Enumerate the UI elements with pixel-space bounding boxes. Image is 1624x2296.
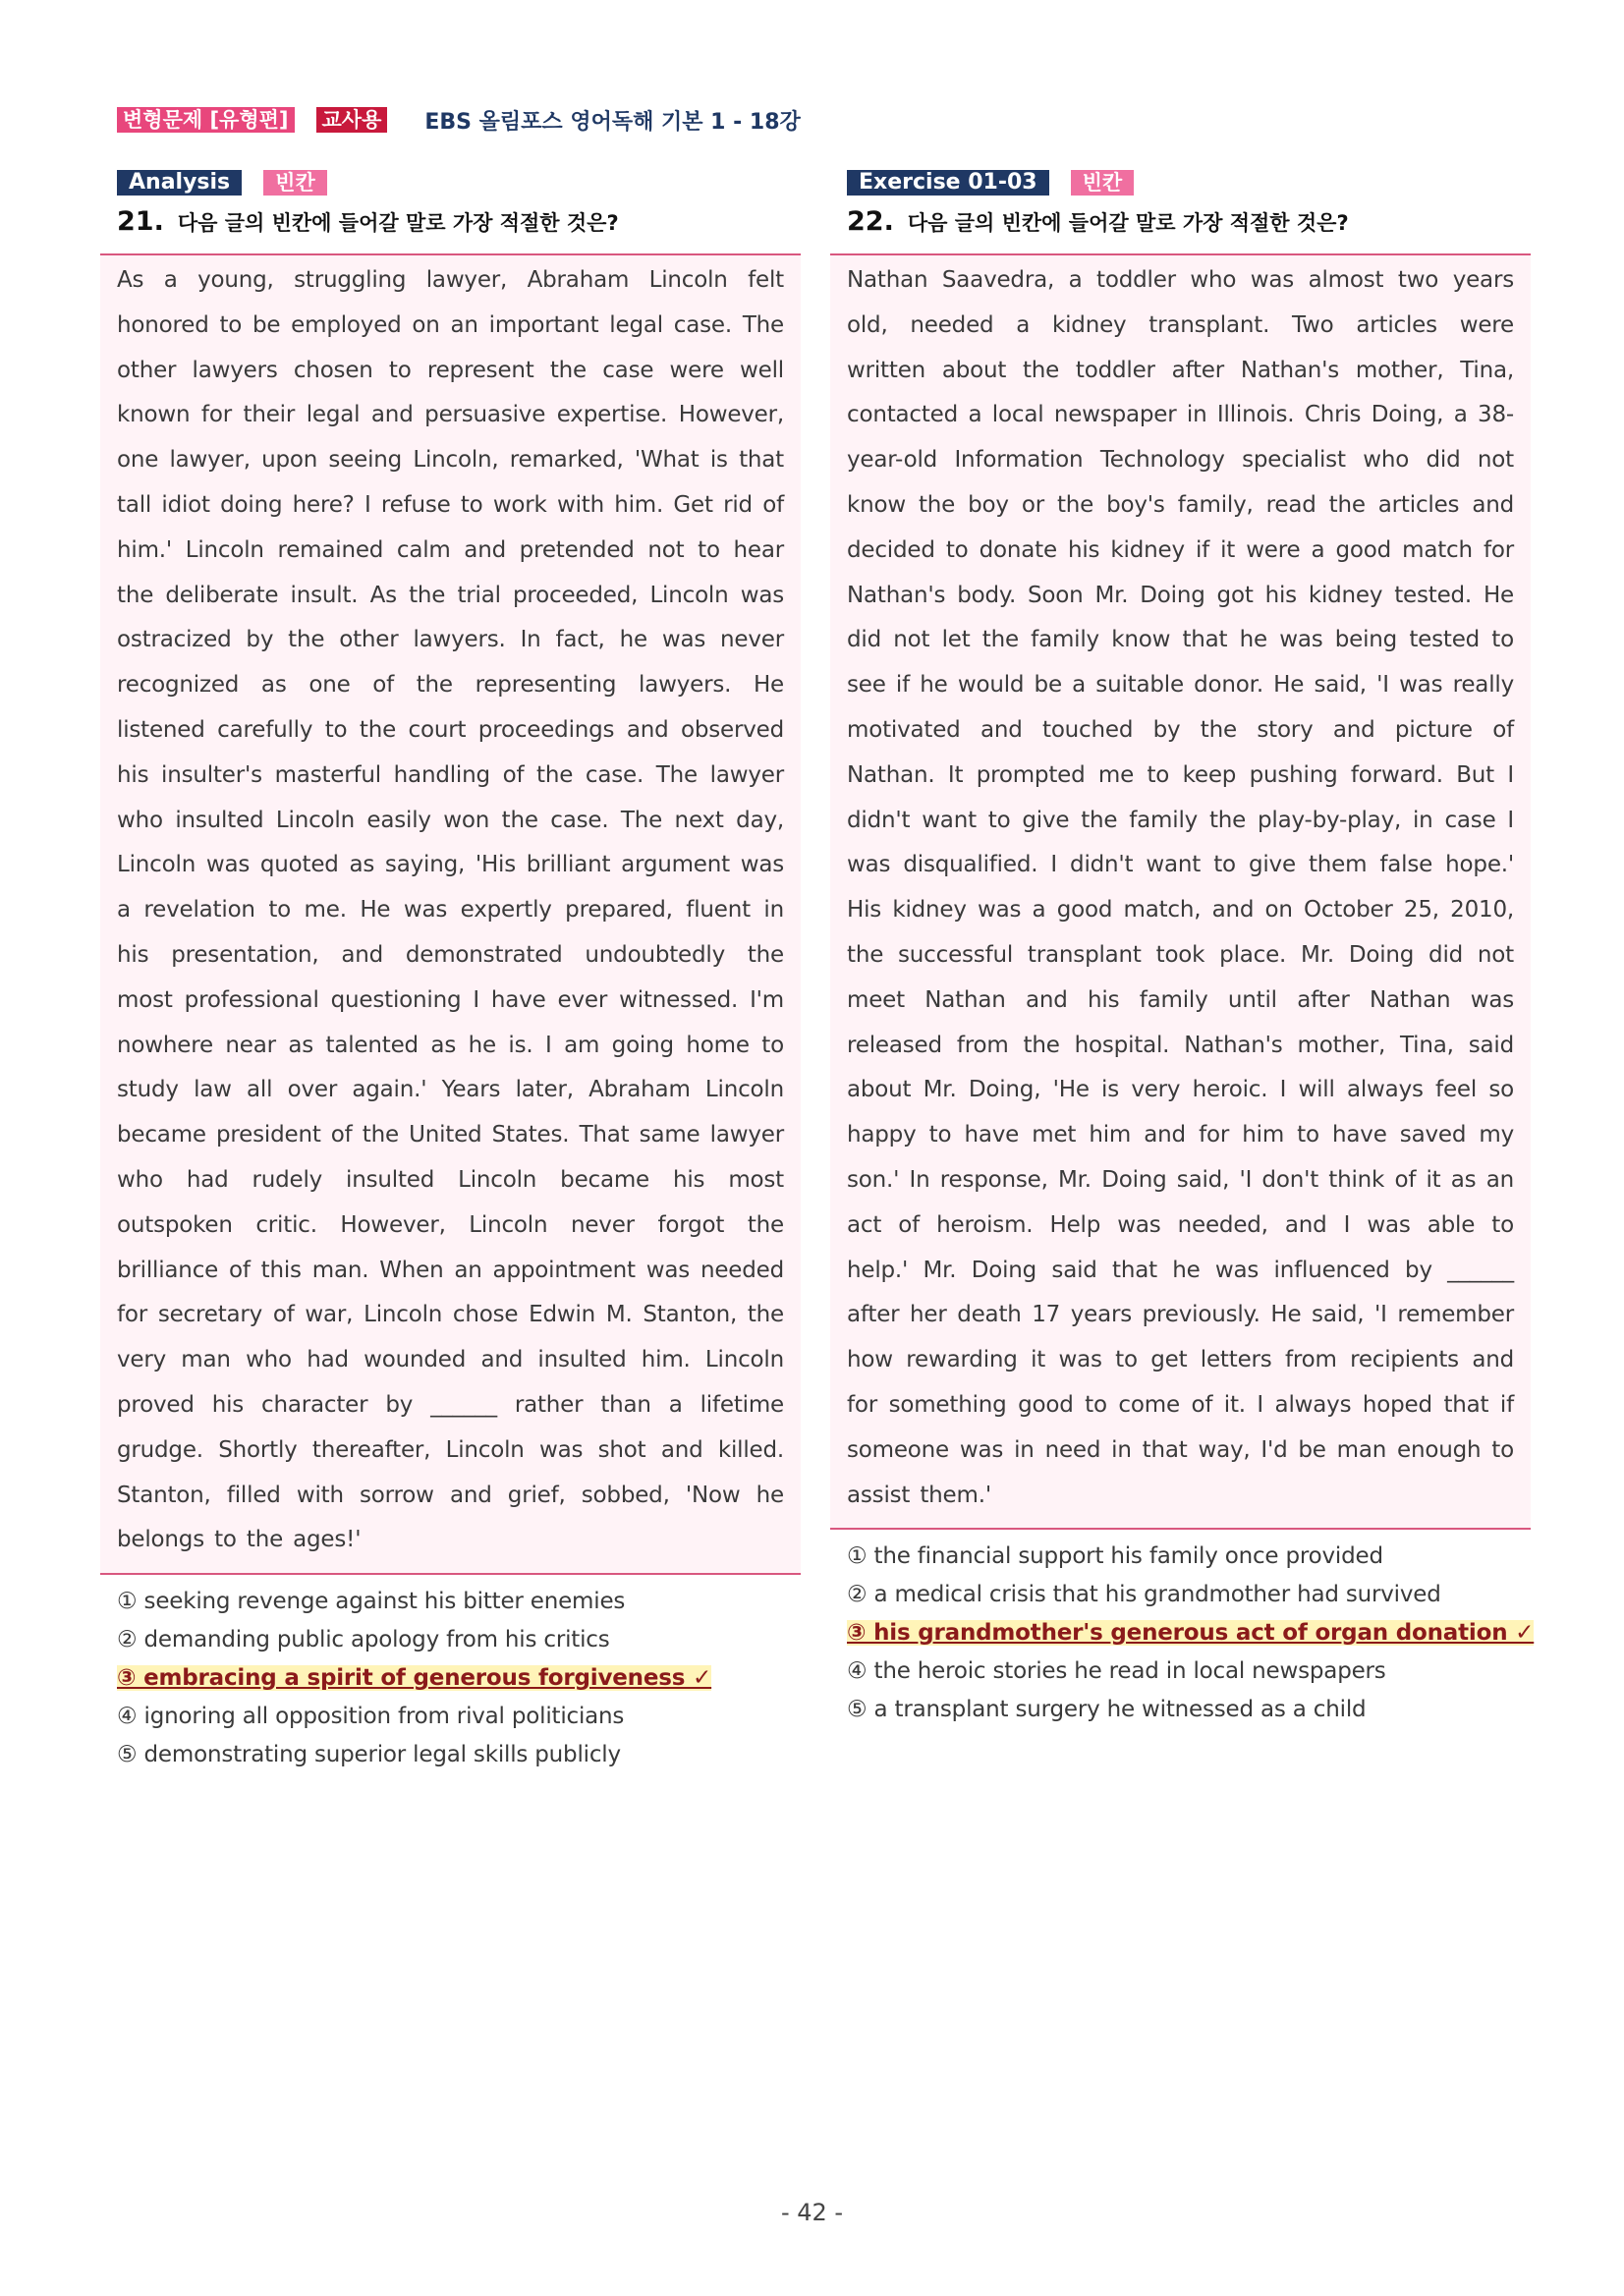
answer-choices	[117, 1583, 801, 1774]
choice-2[interactable]: ② a medical crisis that his grandmother had survived	[847, 1582, 1441, 1608]
choice-5[interactable]: ⑤ a transplant surgery he witnessed as a child	[847, 1697, 1367, 1723]
choice-1[interactable]: ① seeking revenge against his bitter enemies	[117, 1589, 626, 1615]
question-22-prompt	[847, 206, 1531, 242]
question-21-column	[100, 169, 801, 1774]
teacher-tag: 교사용	[316, 107, 388, 133]
blank-type-label: 빈칸	[1071, 170, 1135, 196]
passage-text: Nathan Saavedra, a toddler who was almost two years old, needed a kidney transplant. Two articles were written about the toddler after Nathan's mother, Tina, contacted a local newspaper in Illinois. Chris Doing, a 38-year-old Information Technology specialist who did not know the boy or the boy's family, read the articles and decided to donate his kidney if it were a good match for Nathan's body. Soon Mr. Doing got his kidney tested. He did not let the family know that he was being tested to see if he would be a suitable donor. He said, 'I was really motivated and touched by the story and picture of Nathan. It prompted me to keep pushing forward. But I didn't want to give the family the play-by-play, in case I was disqualified. I didn't want to give them false hope.' His kidney was a good match, and on October 25, 2010, the successful transplant took place. Mr. Doing did not meet Nathan and his family until after Nathan was released from the hospital. Nathan's mother, Tina, said about Mr. Doing, 'He is very heroic. I will always feel so happy to have met him and for him to have saved my son.' In response, Mr. Doing said, 'I don't think of it as an act of heroism. Help was needed, and I was able to help.' Mr. Doing said that he was influenced by ______ after her death 17 years previously. He said, 'I remember how rewarding it was to get letters from recipients and for something good to come of it. I always hoped that if someone was in need in that way, I'd be man enough to assist them.'	[847, 267, 1514, 1508]
choice-5[interactable]: ⑤ demonstrating superior legal skills publicly	[117, 1742, 621, 1768]
question-text: 다음 글의 빈칸에 들어갈 말로 가장 적절한 것은?	[177, 211, 619, 235]
analysis-label: Analysis	[117, 170, 242, 196]
book-title: EBS 올림포스 영어독해 기본 1 - 18강	[424, 109, 801, 135]
question-21-prompt	[117, 206, 801, 242]
page-header	[117, 105, 801, 135]
choice-3-text: ③ embracing a spirit of generous forgiveness ✓	[117, 1665, 712, 1692]
question-22-column	[830, 169, 1535, 1729]
question-number: 21.	[117, 206, 164, 237]
choice-2[interactable]: ② demanding public apology from his critics	[117, 1627, 610, 1653]
choice-4[interactable]: ④ the heroic stories he read in local newspapers	[847, 1658, 1386, 1685]
question-number: 22.	[847, 206, 894, 237]
choice-3-correct[interactable]	[847, 1614, 1535, 1652]
choice-3-correct[interactable]	[117, 1659, 801, 1698]
exercise-label: Exercise 01-03	[847, 170, 1049, 196]
passage-box	[100, 253, 801, 1575]
choice-3-text: ③ his grandmother's generous act of organ donation ✓	[847, 1620, 1535, 1647]
answer-choices	[847, 1538, 1535, 1729]
passage-box	[830, 253, 1531, 1530]
passage-text: As a young, struggling lawyer, Abraham Lincoln felt honored to be employed on an important legal case. The other lawyers chosen to represent the case were well known for their legal and persuasive expertise. However, one lawyer, upon seeing Lincoln, remarked, 'What is that tall idiot doing here? I refuse to work with him. Get rid of him.' Lincoln remained calm and pretended not to hear the deliberate insult. As the trial proceeded, Lincoln was ostracized by the other lawyers. In fact, he was never recognized as one of the representing lawyers. He listened carefully to the court proceedings and observed his insulter's masterful handling of the case. The lawyer who insulted Lincoln easily won the case. The next day, Lincoln was quoted as saying, 'His brilliant argument was a revelation to me. He was expertly prepared, fluent in his presentation, and demonstrated undoubtedly the most professional questioning I have ever witnessed. I'm nowhere near as talented as he is. I am going home to study law all over again.' Years later, Abraham Lincoln became president of the United States. That same lawyer who had rudely insulted Lincoln became his most outspoken critic. However, Lincoln never forgot the brilliance of this man. When an appointment was needed for secretary of war, Lincoln chose Edwin M. Stanton, the very man who had wounded and insulted him. Lincoln proved his character by ______ rather than a lifetime grudge. Shortly thereafter, Lincoln was shot and killed. Stanton, filled with sorrow and grief, sobbed, 'Now he belongs to the ages!'	[117, 267, 784, 1553]
category-tag: 변형문제 [유형편]	[117, 107, 295, 133]
choice-1[interactable]: ① the financial support his family once provided	[847, 1543, 1383, 1570]
blank-type-label: 빈칸	[263, 170, 327, 196]
page-number: - 42 -	[780, 2199, 844, 2226]
choice-4[interactable]: ④ ignoring all opposition from rival politicians	[117, 1704, 625, 1730]
question-text: 다음 글의 빈칸에 들어갈 말로 가장 적절한 것은?	[907, 211, 1349, 235]
